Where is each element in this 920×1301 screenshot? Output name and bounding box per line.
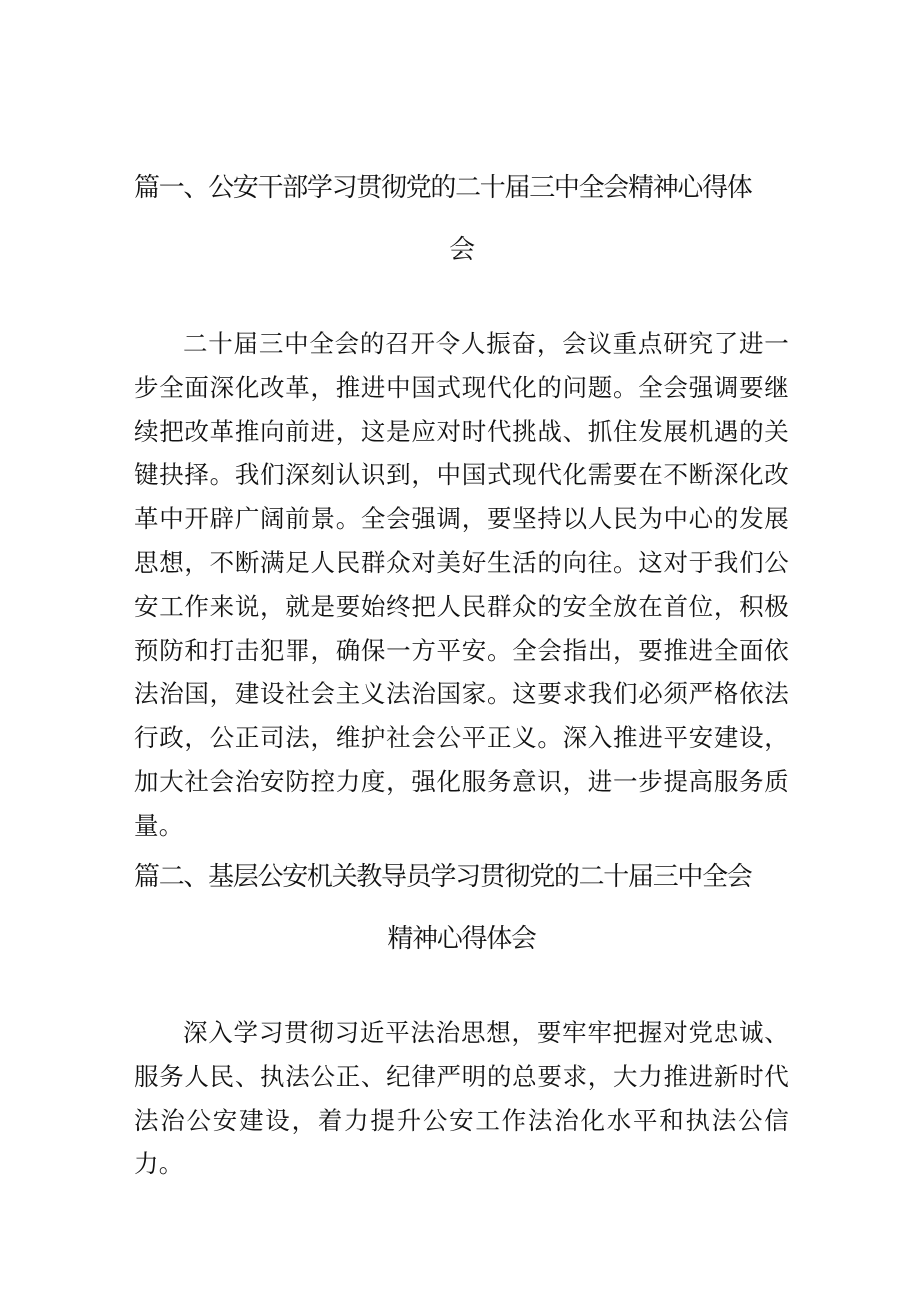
- section-paragraph: 二十届三中全会的召开令人振奋，会议重点研究了进一步全面深化改革，推进中国式现代化的问题。全会强调要继续把改革推向前进，这是应对时代挑战、抓住发展机遇的关键抉择。我们深刻认识到，中国式现代化需要在不断深化改革中开辟广阔前景。全会强调，要坚持以人民为中心的发展思想，不断满足人民群众对美好生活的向往。这对于我们公安工作来说，就是要始终把人民群众的安全放在首位，积极预防和打击犯罪，确保一方平安。全会指出，要推进全面依法治国，建设社会主义法治国家。这要求我们必须严格依法行政，公正司法，维护社会公平正义。深入推进平安建设，加大社会治安防控力度，强化服务意识，进一步提高服务质量。: [134, 329, 789, 840]
- section-title-line: 精神心得体会: [387, 924, 536, 954]
- section-title: [134, 157, 789, 281]
- section-paragraph: 深入学习贯彻习近平法治思想，要牢牢把握对党忠诚、服务人民、执法公正、纪律严明的总要求，大力推进新时代法治公安建设，着力提升公安工作法治化水平和执法公信力。: [134, 1018, 789, 1179]
- section-title-line: 篇二、基层公安机关教导员学习贯彻党的二十届三中全会: [134, 862, 752, 892]
- section-title-line: 篇一、公安干部学习贯彻党的二十届三中全会精神心得体: [134, 173, 752, 203]
- section-title: [134, 846, 789, 970]
- section-title-line: 会: [449, 235, 474, 265]
